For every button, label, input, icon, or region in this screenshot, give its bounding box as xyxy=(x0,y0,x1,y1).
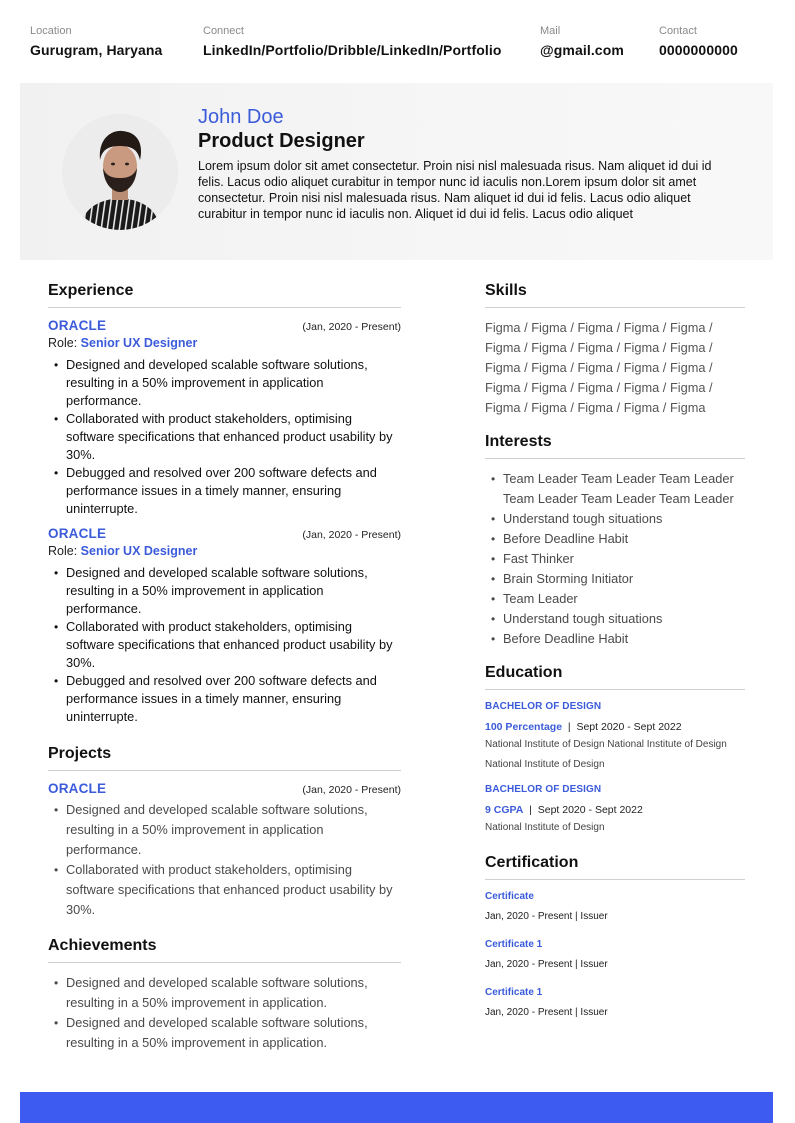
job-date: (Jan, 2020 - Present) xyxy=(302,321,401,333)
skill-item: Figma / xyxy=(485,400,528,415)
contact-connect-label: Connect xyxy=(203,25,244,37)
bullet-item: • Debugged and resolved over 200 software defects and performance issues in a timely manner, ensuring uninterrupte. xyxy=(48,672,401,726)
project-bullets xyxy=(48,800,401,920)
degree-score: 100 Percentage xyxy=(485,721,563,733)
interest-item: • Before Deadline Habit xyxy=(485,629,745,649)
contact-location xyxy=(30,24,162,59)
bullet-item: • Collaborated with product stakeholders, optimising software specifications that enhanced product usability by 30%. xyxy=(48,860,401,920)
experience-bullets xyxy=(48,356,401,518)
skill-item: Figma / xyxy=(623,380,667,395)
interest-item: • Brain Storming Initiator xyxy=(485,569,745,589)
degree-institute: National Institute of Design xyxy=(485,822,605,833)
interest-item: • Team Leader Team Leader Team Leader Team Leader Team Leader Team Leader xyxy=(485,469,745,509)
contact-phone xyxy=(659,24,738,59)
role-value: Senior UX Designer xyxy=(80,544,198,558)
achievements-heading: Achievements xyxy=(48,936,401,963)
skills-list xyxy=(485,318,745,418)
skill-item: Figma / xyxy=(485,340,528,355)
separator: | xyxy=(526,804,535,816)
degree-score-line xyxy=(485,803,745,817)
interests-heading: Interests xyxy=(485,432,745,459)
education-heading: Education xyxy=(485,663,745,690)
interest-item: • Understand tough situations xyxy=(485,509,745,529)
skill-item: Figma / xyxy=(531,340,574,355)
skill-item: Figma / xyxy=(669,320,713,335)
degree-dates: Sept 2020 - Sept 2022 xyxy=(537,804,643,816)
bullet-item: • Collaborated with product stakeholders, optimising software specifications that enhanced product usability by 30%. xyxy=(48,618,401,672)
bullet-item: • Designed and developed scalable software solutions, resulting in a 50% improvement in application. xyxy=(48,973,401,1013)
certificate-detail: Jan, 2020 - Present | Issuer xyxy=(485,911,608,922)
education-entry xyxy=(485,783,745,838)
bullet-item: • Designed and developed scalable software solutions, resulting in a 50% improvement in application performance. xyxy=(48,356,401,410)
skill-item: Figma / xyxy=(485,380,528,395)
skill-item: Figma / xyxy=(623,340,667,355)
achievement-bullets xyxy=(48,973,401,1053)
skill-item: Figma / xyxy=(531,320,574,335)
separator: | xyxy=(564,721,574,733)
right-column xyxy=(485,281,745,1020)
skill-item: Figma / xyxy=(669,360,713,375)
profile-title: Product Designer xyxy=(198,130,365,152)
interest-item: • Fast Thinker xyxy=(485,549,745,569)
skill-item: Figma / xyxy=(577,360,621,375)
degree-score-line xyxy=(485,720,745,734)
bullet-item: • Designed and developed scalable software solutions, resulting in a 50% improvement in application performance. xyxy=(48,564,401,618)
skill-item: Figma / xyxy=(577,400,621,415)
skill-item: Figma / xyxy=(577,380,621,395)
certificate-detail: Jan, 2020 - Present | Issuer xyxy=(485,959,608,970)
experience-bullets xyxy=(48,564,401,726)
job-date: (Jan, 2020 - Present) xyxy=(302,529,401,541)
skill-item: Figma / xyxy=(531,400,574,415)
profile-name: John Doe xyxy=(198,106,284,128)
interests-list xyxy=(485,469,745,649)
skill-item: Figma / xyxy=(485,360,528,375)
skill-item: Figma / xyxy=(531,380,574,395)
company-name: ORACLE xyxy=(48,526,107,541)
bullet-item: • Collaborated with product stakeholders, optimising software specifications that enhanced product usability by 30%. xyxy=(48,410,401,464)
skill-item: Figma xyxy=(669,400,706,415)
interest-item: • Before Deadline Habit xyxy=(485,529,745,549)
education-entry xyxy=(485,700,745,775)
project-date: (Jan, 2020 - Present) xyxy=(302,784,401,796)
contact-bar xyxy=(30,24,765,64)
bullet-item: • Designed and developed scalable software solutions, resulting in a 50% improvement in application. xyxy=(48,1013,401,1053)
contact-connect xyxy=(203,24,502,59)
role-label: Role: xyxy=(48,336,78,350)
certification-entry xyxy=(485,890,745,924)
profile-header xyxy=(20,83,773,260)
skills-heading: Skills xyxy=(485,281,745,308)
contact-location-label: Location xyxy=(30,25,72,37)
experience-heading: Experience xyxy=(48,281,401,308)
contact-location-value: Gurugram, Haryana xyxy=(30,42,163,58)
bullet-item: • Debugged and resolved over 200 software defects and performance issues in a timely manner, ensuring uninterrupte. xyxy=(48,464,401,518)
skill-item: Figma / xyxy=(623,400,667,415)
job-role xyxy=(48,336,401,350)
contact-phone-value: 0000000000 xyxy=(659,42,738,58)
profile-summary: Lorem ipsum dolor sit amet consectetur. Proin nisi nisl malesuada risus. Nam aliquet id dui id felis. Lacus odio aliquet curabitur in tempor nunc id iaculis non.Lorem ipsum dolor sit amet consectetur. Proin nisi nisl malesuada risus. Nam aliquet id dui id felis. Lacus odio aliquet curabitur in tempor nunc id iaculis non. Aliquet id dui id felis. Lacus odio aliquet xyxy=(198,159,712,221)
contact-connect-links[interactable]: LinkedIn/Portfolio/Dribble/LinkedIn/Portfolio xyxy=(203,42,502,58)
project-entry xyxy=(48,781,401,920)
contact-phone-label: Contact xyxy=(659,25,697,37)
certification-heading: Certification xyxy=(485,853,745,880)
company-name: ORACLE xyxy=(48,318,107,333)
project-company: ORACLE xyxy=(48,781,107,796)
contact-mail xyxy=(540,24,624,59)
role-label: Role: xyxy=(48,544,78,558)
certificate-name: Certificate 1 xyxy=(485,987,543,998)
skill-item: Figma / xyxy=(669,340,713,355)
experience-entry xyxy=(48,526,401,726)
interest-item: • Understand tough situations xyxy=(485,609,745,629)
certificate-name: Certificate xyxy=(485,891,534,902)
left-column xyxy=(48,281,401,1053)
certificate-name: Certificate 1 xyxy=(485,939,543,950)
certification-entry xyxy=(485,986,745,1020)
role-value: Senior UX Designer xyxy=(80,336,198,350)
skill-item: Figma / xyxy=(623,360,667,375)
contact-mail-value[interactable]: @gmail.com xyxy=(540,42,624,58)
certification-entry xyxy=(485,938,745,972)
footer-bar xyxy=(20,1092,773,1123)
job-role xyxy=(48,544,401,558)
degree-title: BACHELOR OF DESIGN xyxy=(485,701,602,712)
interest-item: • Team Leader xyxy=(485,589,745,609)
skill-item: Figma / xyxy=(485,320,528,335)
certificate-detail: Jan, 2020 - Present | Issuer xyxy=(485,1007,608,1018)
experience-entry xyxy=(48,318,401,518)
skill-item: Figma / xyxy=(577,320,621,335)
degree-dates: Sept 2020 - Sept 2022 xyxy=(576,721,682,733)
degree-institute: National Institute of Design National Institute of Design National Institute of Design xyxy=(485,739,727,770)
avatar xyxy=(62,114,178,230)
bullet-item: • Designed and developed scalable software solutions, resulting in a 50% improvement in application performance. xyxy=(48,800,401,860)
skill-item: Figma / xyxy=(669,380,713,395)
degree-score: 9 CGPA xyxy=(485,804,524,816)
degree-title: BACHELOR OF DESIGN xyxy=(485,784,602,795)
skill-item: Figma / xyxy=(577,340,621,355)
skill-item: Figma / xyxy=(623,320,667,335)
contact-mail-label: Mail xyxy=(540,25,561,37)
projects-heading: Projects xyxy=(48,744,401,771)
skill-item: Figma / xyxy=(531,360,574,375)
